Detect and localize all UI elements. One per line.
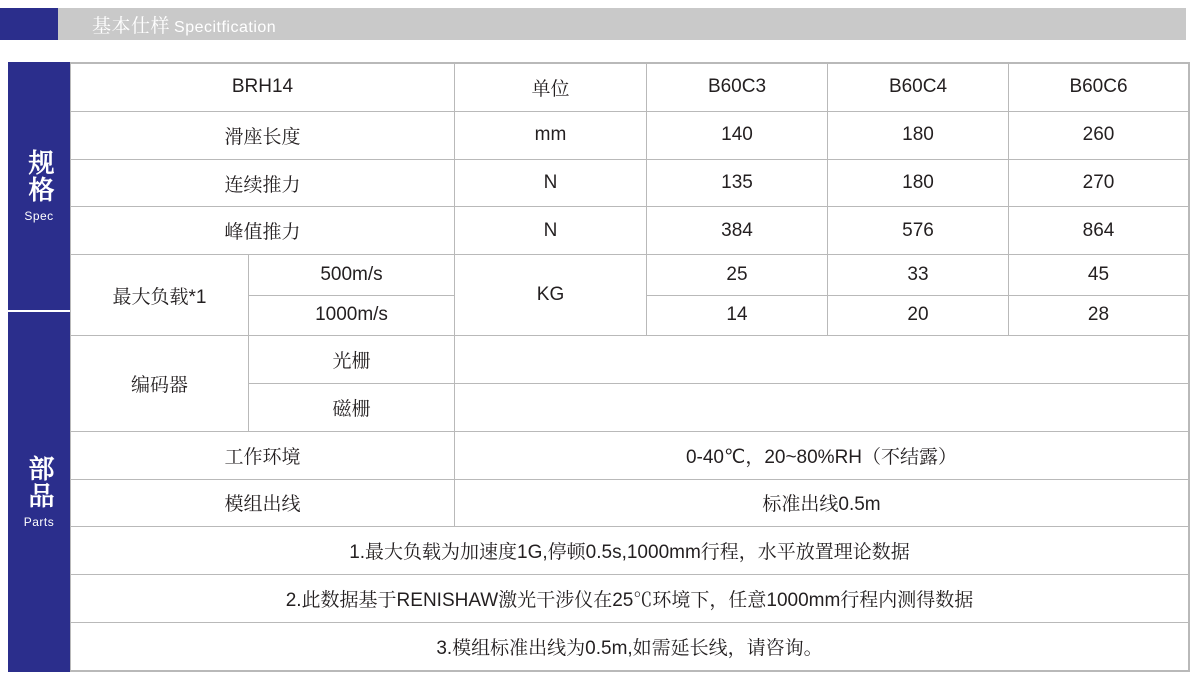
- model-column-header-3: B60C6: [1009, 64, 1189, 112]
- row-sublabel-max-load-1000: 1000m/s: [249, 295, 455, 335]
- section-label-parts-en: Parts: [23, 515, 55, 529]
- row-label-max-load: 最大负载*1: [71, 255, 249, 336]
- table-row: [71, 64, 1189, 112]
- row-label-encoder: 编码器: [71, 336, 249, 432]
- cell-max-load-500-b60c4: 33: [828, 255, 1009, 295]
- model-column-header-1: B60C3: [647, 64, 828, 112]
- section-label-parts: [8, 312, 70, 672]
- table-row: [71, 336, 1189, 384]
- table-row: [71, 207, 1189, 255]
- row-unit-max-load: KG: [455, 255, 647, 336]
- row-label-environment: 工作环境: [71, 431, 455, 479]
- table-row: [71, 527, 1189, 575]
- section-label-parts-cn: 部品: [24, 455, 55, 509]
- table-row: [71, 431, 1189, 479]
- page-title-cn: 基本仕样: [92, 15, 171, 37]
- row-unit-peak-force: N: [455, 207, 647, 255]
- cell-stroke-length-b60c6: 260: [1009, 111, 1189, 159]
- row-sublabel-encoder-optical: 光栅: [249, 336, 455, 384]
- table-row: [71, 255, 1189, 295]
- row-unit-stroke-length: mm: [455, 111, 647, 159]
- note-1: 1.最大负载为加速度1G,停顿0.5s,1000mm行程，水平放置理论数据: [71, 527, 1189, 575]
- section-label-spec-cn: 规格: [24, 149, 55, 203]
- section-label-column: [8, 62, 70, 672]
- spec-table: [70, 63, 1189, 671]
- cell-continuous-force-b60c4: 180: [828, 159, 1009, 207]
- row-unit-continuous-force: N: [455, 159, 647, 207]
- cell-continuous-force-b60c6: 270: [1009, 159, 1189, 207]
- row-label-continuous-force: 连续推力: [71, 159, 455, 207]
- cell-encoder-magnetic-value: [455, 383, 1189, 431]
- note-3: 3.模组标准出线为0.5m,如需延长线，请咨询。: [71, 623, 1189, 671]
- table-row: [71, 575, 1189, 623]
- note-2: 2.此数据基于RENISHAW激光干涉仪在25℃环境下，任意1000mm行程内测得数据: [71, 575, 1189, 623]
- header-title-bar: [58, 8, 1186, 40]
- row-label-peak-force: 峰值推力: [71, 207, 455, 255]
- cell-max-load-1000-b60c3: 14: [647, 295, 828, 335]
- cell-outlet-value: 标准出线0.5m: [455, 479, 1189, 527]
- page-header: [0, 8, 1186, 40]
- cell-max-load-1000-b60c6: 28: [1009, 295, 1189, 335]
- row-sublabel-max-load-500: 500m/s: [249, 255, 455, 295]
- model-column-header-2: B60C4: [828, 64, 1009, 112]
- page-title: [92, 11, 276, 38]
- section-label-spec: [8, 62, 70, 312]
- section-label-spec-en: Spec: [24, 209, 54, 223]
- cell-max-load-500-b60c6: 45: [1009, 255, 1189, 295]
- cell-peak-force-b60c3: 384: [647, 207, 828, 255]
- header-accent-block: [0, 8, 58, 40]
- cell-encoder-optical-value: [455, 336, 1189, 384]
- cell-max-load-1000-b60c4: 20: [828, 295, 1009, 335]
- table-row: [71, 479, 1189, 527]
- cell-peak-force-b60c4: 576: [828, 207, 1009, 255]
- cell-peak-force-b60c6: 864: [1009, 207, 1189, 255]
- row-label-outlet: 模组出线: [71, 479, 455, 527]
- row-label-stroke-length: 滑座长度: [71, 111, 455, 159]
- unit-column-header: 单位: [455, 64, 647, 112]
- row-sublabel-encoder-magnetic: 磁栅: [249, 383, 455, 431]
- cell-stroke-length-b60c3: 140: [647, 111, 828, 159]
- table-row: [71, 623, 1189, 671]
- cell-continuous-force-b60c3: 135: [647, 159, 828, 207]
- model-name-header: BRH14: [71, 64, 455, 112]
- table-row: [71, 111, 1189, 159]
- cell-stroke-length-b60c4: 180: [828, 111, 1009, 159]
- cell-environment-value: 0-40℃，20~80%RH（不结露）: [455, 431, 1189, 479]
- table-row: [71, 159, 1189, 207]
- cell-max-load-500-b60c3: 25: [647, 255, 828, 295]
- spec-table-container: [70, 62, 1190, 672]
- spec-body: [8, 62, 1188, 672]
- page-title-en: Specitfication: [174, 18, 277, 36]
